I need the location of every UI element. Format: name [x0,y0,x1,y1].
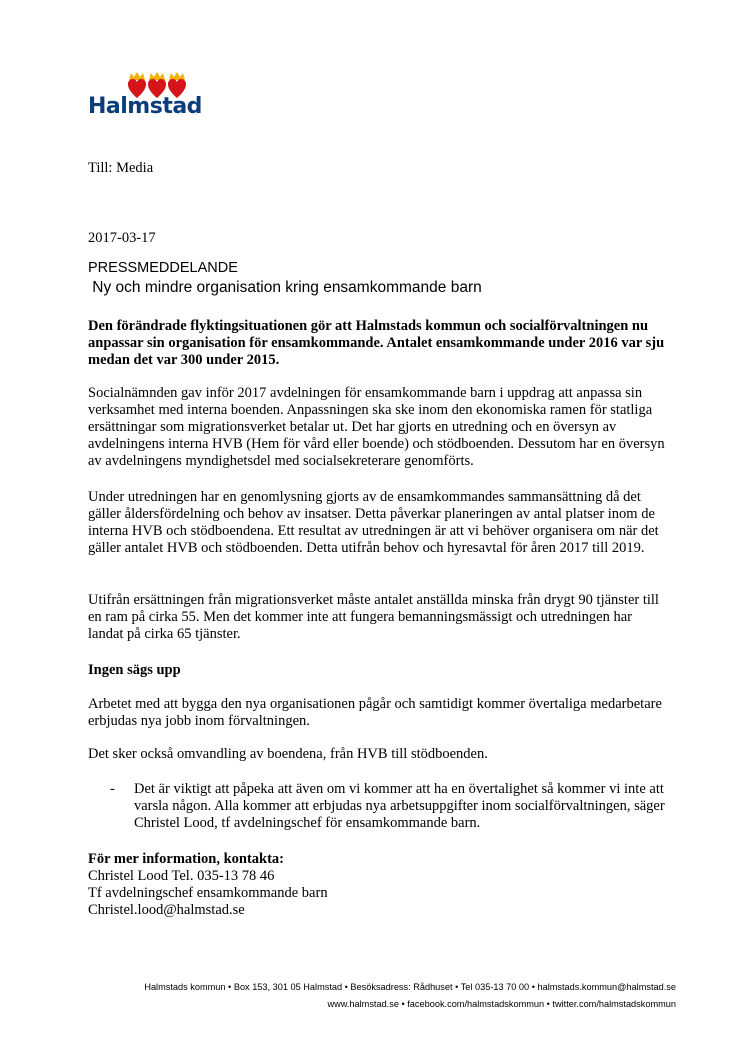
quote-text: Det är viktigt att påpeka att även om vi kommer att ha en övertalighet så kommer vi inte att varsla någon. Alla kommer att erbjudas nya arbetsuppgifter inom socialförvaltningen, säger Christel Lood, tf avdelningschef för ensamkommande barn. [134,781,665,831]
subheading: Ingen sägs upp [88,662,181,678]
body-paragraph-4: Arbetet med att bygga den nya organisationen pågår och samtidigt kommer övertaliga medarbetare erbjudas nya jobb inom förvaltningen. [88,696,662,729]
headline: Ny och mindre organisation kring ensamkommande barn [88,279,482,296]
contact-title: Tf avdelningschef ensamkommande barn [88,885,328,901]
contact-heading: För mer information, kontakta: [88,851,285,867]
lead-paragraph: Den förändrade flyktingsituationen gör att Halmstads kommun och socialförvaltningen nu anpassar sin organisation för ensamkommande. Antalet ensamkommande under 2016 var sju medan det var 300 under 2015. [88,318,665,368]
recipient-line: Till: Media [88,160,154,176]
quote-block [110,781,670,833]
document-type: PRESSMEDDELANDE [88,260,238,276]
footer-web-line: www.halmstad.se • facebook.com/halmstadskommun • twitter.com/halmstadskommun [327,999,676,1009]
halmstad-logo [88,70,208,122]
body-paragraph-5: Det sker också omvandling av boendena, från HVB till stödboenden. [88,746,488,762]
body-paragraph-2: Under utredningen har en genomlysning gjorts av de ensamkommandes sammansättning då det gäller åldersfördelning och behov av insatser. Detta påverkar planeringen av antal platser inom de interna HVB och stödboendena. Ett resultat av utredningen är att vi behöver organisera om när det gäller antalet HVB och stödboenden. Detta utifrån behov och hyresavtal för åren 2017 till 2019. [88,489,659,556]
contact-email: Christel.lood@halmstad.se [88,902,245,918]
body-paragraph-3: Utifrån ersättningen från migrationsverket måste antalet anställda minska från drygt 90 tjänster till en ram på cirka 55. Men det kommer inte att fungera bemanningsmässigt och utredningen har landat på cirka 65 tjänster. [88,592,659,642]
footer-address-line: Halmstads kommun • Box 153, 301 05 Halmstad • Besöksadress: Rådhuset • Tel 035-13 70 00 • halmstads.kommun@halmstad.se [144,982,676,992]
date-line: 2017-03-17 [88,230,156,246]
logo-wordmark: Halmstad [88,94,202,119]
body-paragraph-1: Socialnämnden gav inför 2017 avdelningen för ensamkommande barn i uppdrag att anpassa sin verksamhet med interna boenden. Anpassningen ska ske inom den ekonomiska ramen för statliga ersättningar som migrationsverket betalar ut. Det har gjorts en utredning och en översyn av avdelningens interna HVB (Hem för vård eller boende) och stödboenden. Dessutom har en översyn av avdelningens myndighetsdel med socialsekreterare genomförts. [88,385,665,469]
contact-name-phone: Christel Lood Tel. 035-13 78 46 [88,868,275,884]
quote-dash: - [110,781,115,797]
